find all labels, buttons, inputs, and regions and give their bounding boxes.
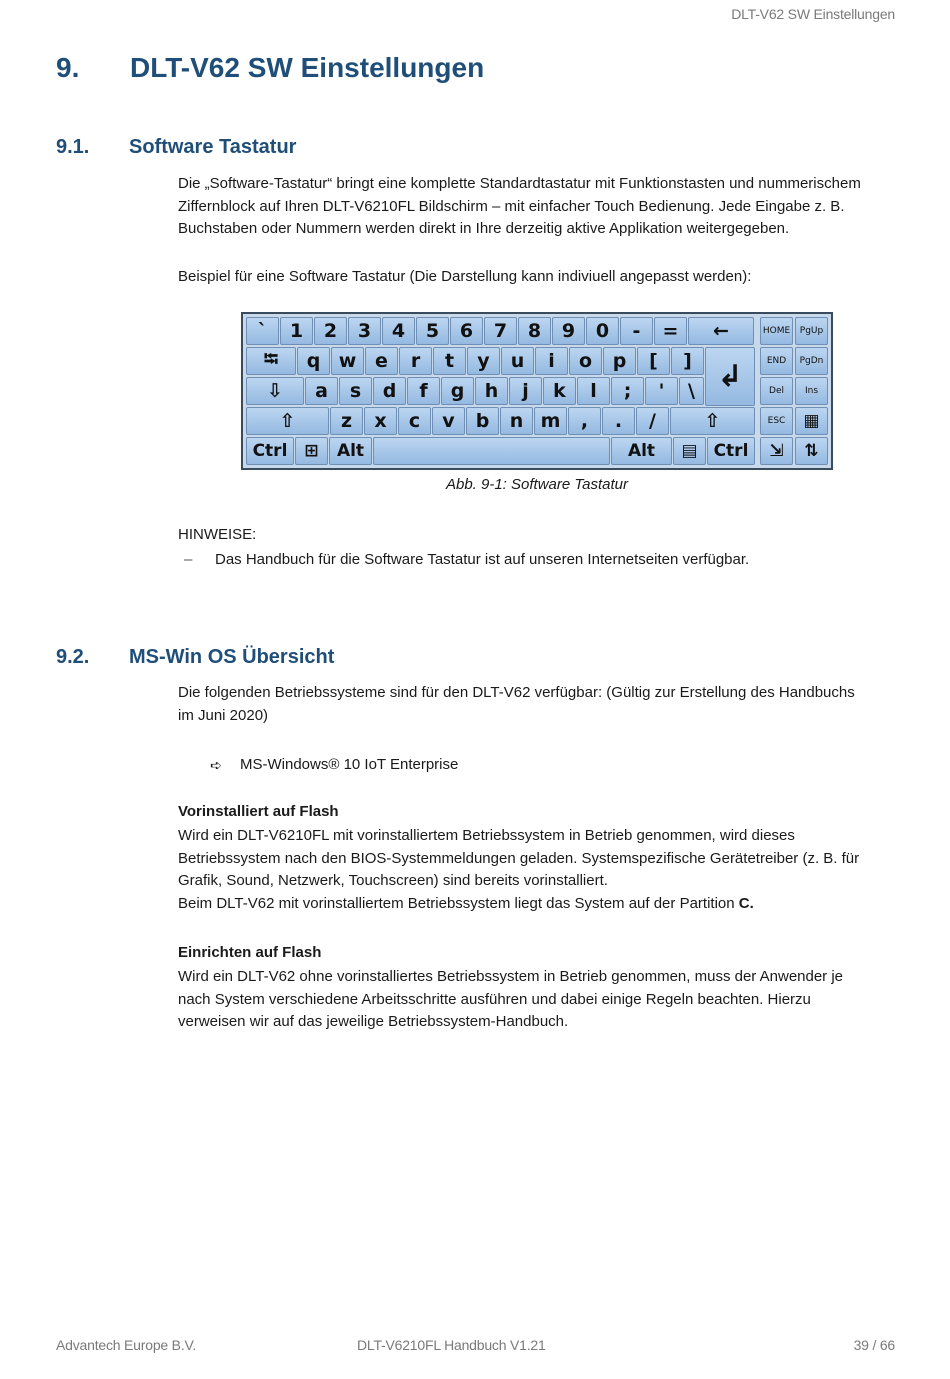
menu-icon: ▤ (673, 437, 706, 465)
intro-line: Ziffernblock auf Ihren DLT-V6210FL Bildschirm – mit einfacher Touch Bedienung. Jede Eingabe z. B. (178, 197, 845, 215)
text-line: Wird ein DLT-V6210FL mit vorinstalliertem Betriebssystem in Betrieb genommen, wird dieses (178, 827, 795, 844)
section-title: MS-Win OS Übersicht (129, 646, 335, 668)
key-home: HOME (760, 317, 793, 345)
key-z: z (330, 407, 363, 435)
notes-label: HINWEISE: (178, 526, 257, 543)
key-i: i (535, 347, 568, 375)
key-f: f (407, 377, 440, 405)
key-r: r (399, 347, 432, 375)
tab-icon: ⭾ (246, 347, 296, 375)
intro-line: Buchstaben oder Nummern werden direkt in Ihre derzeitig aktive Applikation weitergegeben. (178, 220, 790, 237)
key-quote: ' (645, 377, 678, 405)
partition-line (178, 893, 893, 916)
os-item: MS-Windows® 10 IoT Enterprise (240, 756, 459, 773)
key-u: u (501, 347, 534, 375)
key-2: 2 (314, 317, 347, 345)
key-minus: - (620, 317, 653, 345)
key-e: e (365, 347, 398, 375)
key-b: b (466, 407, 499, 435)
section2-intro (178, 682, 893, 727)
key-6: 6 (450, 317, 483, 345)
key-pgdn: PgDn (795, 347, 828, 375)
key-d: d (373, 377, 406, 405)
backspace-icon: ← (688, 317, 754, 345)
key-g: g (441, 377, 474, 405)
key-backslash: \ (679, 377, 704, 405)
keyboard-example-text: Beispiel für eine Software Tastatur (Die Darstellung kann indiviuell angepasst werden): (178, 268, 752, 285)
key-w: w (331, 347, 364, 375)
intro-line: Die „Software-Tastatur“ bringt eine komplette Standardtastatur mit Funktionstasten und nummerischem (178, 175, 861, 192)
key-pgup: PgUp (795, 317, 828, 345)
key-ctrl-left: Ctrl (246, 437, 294, 465)
key-x: x (364, 407, 397, 435)
windows-icon: ⊞ (295, 437, 328, 465)
section-number: 9.2. (56, 646, 90, 668)
key-equals: = (654, 317, 687, 345)
caps-lock-icon: ⇩ (246, 377, 304, 405)
key-y: y (467, 347, 500, 375)
intro-line: im Juni 2020) (178, 706, 269, 724)
shift-left-icon: ⇧ (246, 407, 329, 435)
preinstalled-text (178, 825, 893, 915)
key-slash: / (636, 407, 669, 435)
key-backtick: ` (246, 317, 279, 345)
key-esc: ESC (760, 407, 793, 435)
keypad-icon: ▦ (795, 407, 828, 435)
move-icon: ⇲ (760, 437, 793, 465)
text-line: Grafik, Sound, Netzwerk, Touchscreen) sind bereits vorinstalliert. (178, 872, 608, 889)
running-head: DLT-V62 SW Einstellungen (731, 6, 895, 22)
key-bracket-open: [ (637, 347, 670, 375)
key-c: c (398, 407, 431, 435)
key-del: Del (760, 377, 793, 405)
key-7: 7 (484, 317, 517, 345)
key-l: l (577, 377, 610, 405)
figure-caption: Abb. 9-1: Software Tastatur (445, 476, 629, 493)
text-line: nach System verschiedene Arbeitsschritte ausführen und dabei einige Regeln beachten. Hierzu (178, 990, 811, 1008)
key-3: 3 (348, 317, 381, 345)
enter-icon: ↲ (705, 347, 755, 406)
key-p: p (603, 347, 636, 375)
footer-page-number: 39 / 66 (853, 1337, 895, 1353)
intro-line: Die folgenden Betriebssysteme sind für den DLT-V62 verfügbar: (Gültig zur Erstellung des Handbuchs (178, 684, 855, 701)
key-j: j (509, 377, 542, 405)
partition-letter: C. (738, 894, 754, 912)
key-m: m (534, 407, 567, 435)
key-ins: Ins (795, 377, 828, 405)
key-alt-left: Alt (329, 437, 372, 465)
arrow-bullet-icon: ➪ (210, 757, 222, 773)
note-bullet: – (184, 551, 193, 568)
key-8: 8 (518, 317, 551, 345)
chapter-number: 9. (56, 52, 80, 83)
key-comma: , (568, 407, 601, 435)
key-4: 4 (382, 317, 415, 345)
key-o: o (569, 347, 602, 375)
software-keyboard-figure (241, 312, 833, 470)
key-t: t (433, 347, 466, 375)
key-q: q (297, 347, 330, 375)
key-bracket-close: ] (671, 347, 704, 375)
key-9: 9 (552, 317, 585, 345)
key-end: END (760, 347, 793, 375)
key-a: a (305, 377, 338, 405)
setup-text (178, 966, 893, 1034)
key-k: k (543, 377, 576, 405)
resize-icon: ⇅ (795, 437, 828, 465)
key-s: s (339, 377, 372, 405)
key-n: n (500, 407, 533, 435)
footer-manual: DLT-V6210FL Handbuch V1.21 (357, 1337, 546, 1353)
key-semicolon: ; (611, 377, 644, 405)
spacebar (373, 437, 610, 465)
section-number: 9.1. (56, 136, 90, 158)
section-title: Software Tastatur (129, 136, 297, 158)
shift-right-icon: ⇧ (670, 407, 755, 435)
key-period: . (602, 407, 635, 435)
text-line: Wird ein DLT-V62 ohne vorinstalliertes Betriebssystem in Betrieb genommen, muss der Anwender je (178, 968, 844, 985)
subheading-preinstalled: Vorinstalliert auf Flash (178, 803, 339, 820)
section1-intro (178, 173, 893, 241)
partition-text: Beim DLT-V62 mit vorinstalliertem Betriebssystem liegt das System auf der Partition (178, 894, 739, 912)
key-ctrl-right: Ctrl (707, 437, 755, 465)
footer-company: Advantech Europe B.V. (56, 1337, 197, 1353)
key-v: v (432, 407, 465, 435)
key-0: 0 (586, 317, 619, 345)
key-5: 5 (416, 317, 449, 345)
text-line: Betriebssystem nach den BIOS-Systemmeldungen geladen. Systemspezifische Gerätetreiber (z. B. für (178, 849, 860, 867)
subheading-setup: Einrichten auf Flash (178, 944, 322, 961)
chapter-title: DLT-V62 SW Einstellungen (130, 52, 485, 83)
note-text: Das Handbuch für die Software Tastatur ist auf unseren Internetseiten verfügbar. (215, 551, 750, 568)
key-1: 1 (280, 317, 313, 345)
text-line: verweisen wir auf das jeweilige Betriebssystem-Handbuch. (178, 1013, 569, 1030)
key-alt-right: Alt (611, 437, 672, 465)
key-h: h (475, 377, 508, 405)
